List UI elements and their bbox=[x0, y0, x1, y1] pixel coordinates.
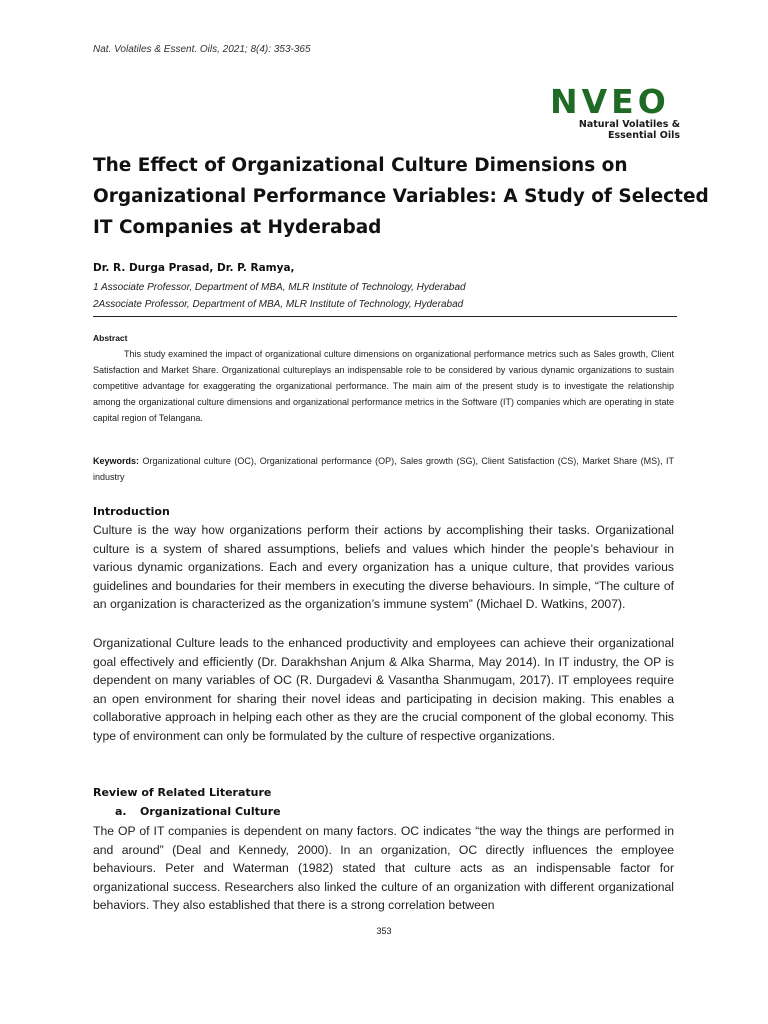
author-list: Dr. R. Durga Prasad, Dr. P. Ramya, bbox=[93, 262, 295, 274]
keywords-text: Organizational culture (OC), Organizational performance (OP), Sales growth (SG), Client Satisfaction (CS), Market Share (MS), IT industry bbox=[93, 456, 674, 482]
introduction-paragraph-1: Culture is the way how organizations perform their actions by accomplishing their tasks. Organizational culture is a system of shared assumptions, beliefs and values which hinder the people’s behaviour in various dynamic organizations. Each and every organization has a unique culture, that provides various guidelines and boundaries for their members in executing the diverse behaviours. In simple, “The culture of an organization is characterized as the organization’s immune system” (Michael D. Watkins, 2007). bbox=[93, 523, 674, 612]
keywords bbox=[93, 453, 674, 485]
logo-subtitle-line-1: Natural Volatiles & bbox=[578, 119, 680, 130]
affiliation-1: 1 Associate Professor, Department of MBA, MLR Institute of Technology, Hyderabad bbox=[93, 282, 466, 293]
subsection-marker: a. bbox=[115, 805, 127, 818]
header-divider bbox=[93, 316, 677, 317]
review-paragraph: The OP of IT companies is dependent on many factors. OC indicates “the way the things are performed in and around” (Deal and Kennedy, 2000). In an organization, OC directly influences the employee behaviours. Peter and Waterman (1982) stated that culture acts as an indispensable factor for organizational success. Researchers also linked the culture of an organization with different organizational behaviors. They also established that there is a strong correlation between bbox=[93, 824, 674, 913]
affiliation-2: 2Associate Professor, Department of MBA, MLR Institute of Technology, Hyderabad bbox=[93, 299, 464, 310]
paper-title bbox=[93, 150, 709, 243]
logo-subtitle-line-2: Essential Oils bbox=[607, 130, 680, 141]
journal-logo bbox=[548, 82, 680, 141]
logo-mark: NVEO bbox=[550, 82, 670, 121]
title-line: IT Companies at Hyderabad bbox=[93, 217, 382, 238]
introduction-heading: Introduction bbox=[93, 505, 170, 518]
introduction-paragraph-2: Organizational Culture leads to the enhanced productivity and employees can achieve their organizational goal effectively and efficiently (Dr. Darakhshan Anjum & Alka Sharma, May 2014). In IT industry, the OP is dependent on many variables of OC (R. Durgadevi & Vasantha Shanmugam, 2017). IT employees require an open environment for sharing their novel ideas and participating in decision making. This enables a collaborative approach in helping each other as they are the crucial component of the global economy. This type of environment can only be formulated by the culture of respective organizations. bbox=[93, 636, 674, 743]
abstract-heading: Abstract bbox=[93, 333, 128, 343]
review-heading: Review of Related Literature bbox=[93, 786, 272, 799]
keywords-label: Keywords: bbox=[93, 456, 140, 466]
page-number: 353 bbox=[376, 926, 392, 936]
title-line: Organizational Performance Variables: A Study of Selected bbox=[93, 186, 709, 207]
subsection-heading bbox=[115, 805, 281, 818]
journal-reference: Nat. Volatiles & Essent. Oils, 2021; 8(4): 353-365 bbox=[93, 44, 311, 55]
subsection-title: Organizational Culture bbox=[140, 805, 281, 818]
abstract-body: This study examined the impact of organizational culture dimensions on organizational performance metrics such as Sales growth, Client Satisfaction and Market Share. Organizational cultureplays an indispensable role to be considered by various dynamic organizations to sustain competitive advantage for exaggerating the organizational performance. The main aim of the present study is to investigate the relationship among the organizational culture dimensions and organizational performance metrics in the Software (IT) companies which are operating in state capital region of Telangana. bbox=[93, 349, 674, 423]
title-line: The Effect of Organizational Culture Dimensions on bbox=[93, 155, 628, 176]
